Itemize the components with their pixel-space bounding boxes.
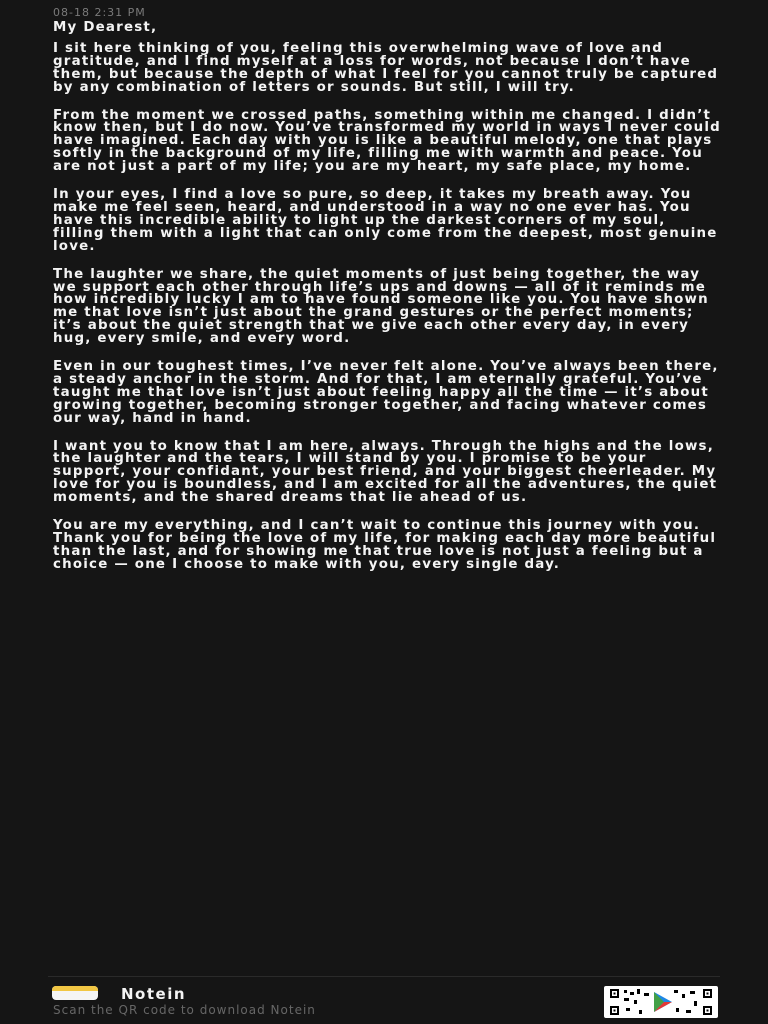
letter-paragraph: Even in our toughest times, I’ve never felt alone. You’ve always been there, a steady anchor in the storm. And for that, I am eternally grateful. You’ve taught me that love isn’t just about feeling happy all the time — it’s about growing together, becoming stronger together, and facing whatever comes our way, hand in hand.	[53, 359, 719, 426]
qr-code-icon[interactable]	[604, 986, 718, 1018]
footer-divider	[48, 976, 720, 977]
download-tagline: Scan the QR code to download Notein	[53, 1003, 316, 1017]
letter-paragraph: I want you to know that I am here, always. Through the highs and the lows, the laughter and the tears, I will stand by you. I promise to be your support, your confidant, your best friend, and your biggest cheerleader. My love for you is boundless, and I am excited for all the adventures, the quiet moments, and the shared dreams that lie ahead of us.	[53, 438, 718, 506]
app-name: Notein	[121, 985, 187, 1003]
letter-paragraph: From the moment we crossed paths, something within me changed. I didn’t know then, but I do now. You’ve transformed my world in ways I never could have imagined. Each day with you is like a beautiful melody, one that plays softly in the background of my life, filling me with warmth and peace. You are not just a part of my life; you are my heart, my safe place, my home.	[53, 107, 721, 175]
letter-salutation: My Dearest,	[53, 20, 158, 35]
note-timestamp: 08-18 2:31 PM	[53, 6, 146, 19]
notein-logo-icon	[52, 986, 98, 1000]
letter-paragraph: The laughter we share, the quiet moments of just being together, the way we support each other through life’s ups and downs — all of it reminds me how incredibly lucky I am to have found someone like you. You have shown me that love isn’t just about the grand gestures or the perfect moments; it’s about the quiet strength that we give each other every day, in every hug, every smile, and every word.	[53, 266, 709, 347]
logo-accent-band	[52, 986, 98, 991]
letter-paragraph: You are my everything, and I can’t wait to continue this journey with you. Thank you for being the love of my life, for making each day more beautiful than the last, and for showing me that true love is not just a feeling but a choice — one I choose to make with you, every single day.	[53, 518, 717, 572]
qr-code-graphic	[604, 986, 718, 1018]
note-body	[53, 22, 721, 587]
letter-paragraph: I sit here thinking of you, feeling this overwhelming wave of love and gratitude, and I find myself at a loss for words, not because I don’t have them, but because the depth of what I feel for you cannot truly be captured by any combination of letters or sounds. But still, I will try.	[53, 40, 719, 95]
letter-paragraph: In your eyes, I find a love so pure, so deep, it takes my breath away. You make me feel seen, heard, and understood in a way no one ever has. You have this incredible ability to light up the darkest corners of my soul, filling them with a light that can only come from the deepest, most genuine love.	[53, 187, 718, 254]
